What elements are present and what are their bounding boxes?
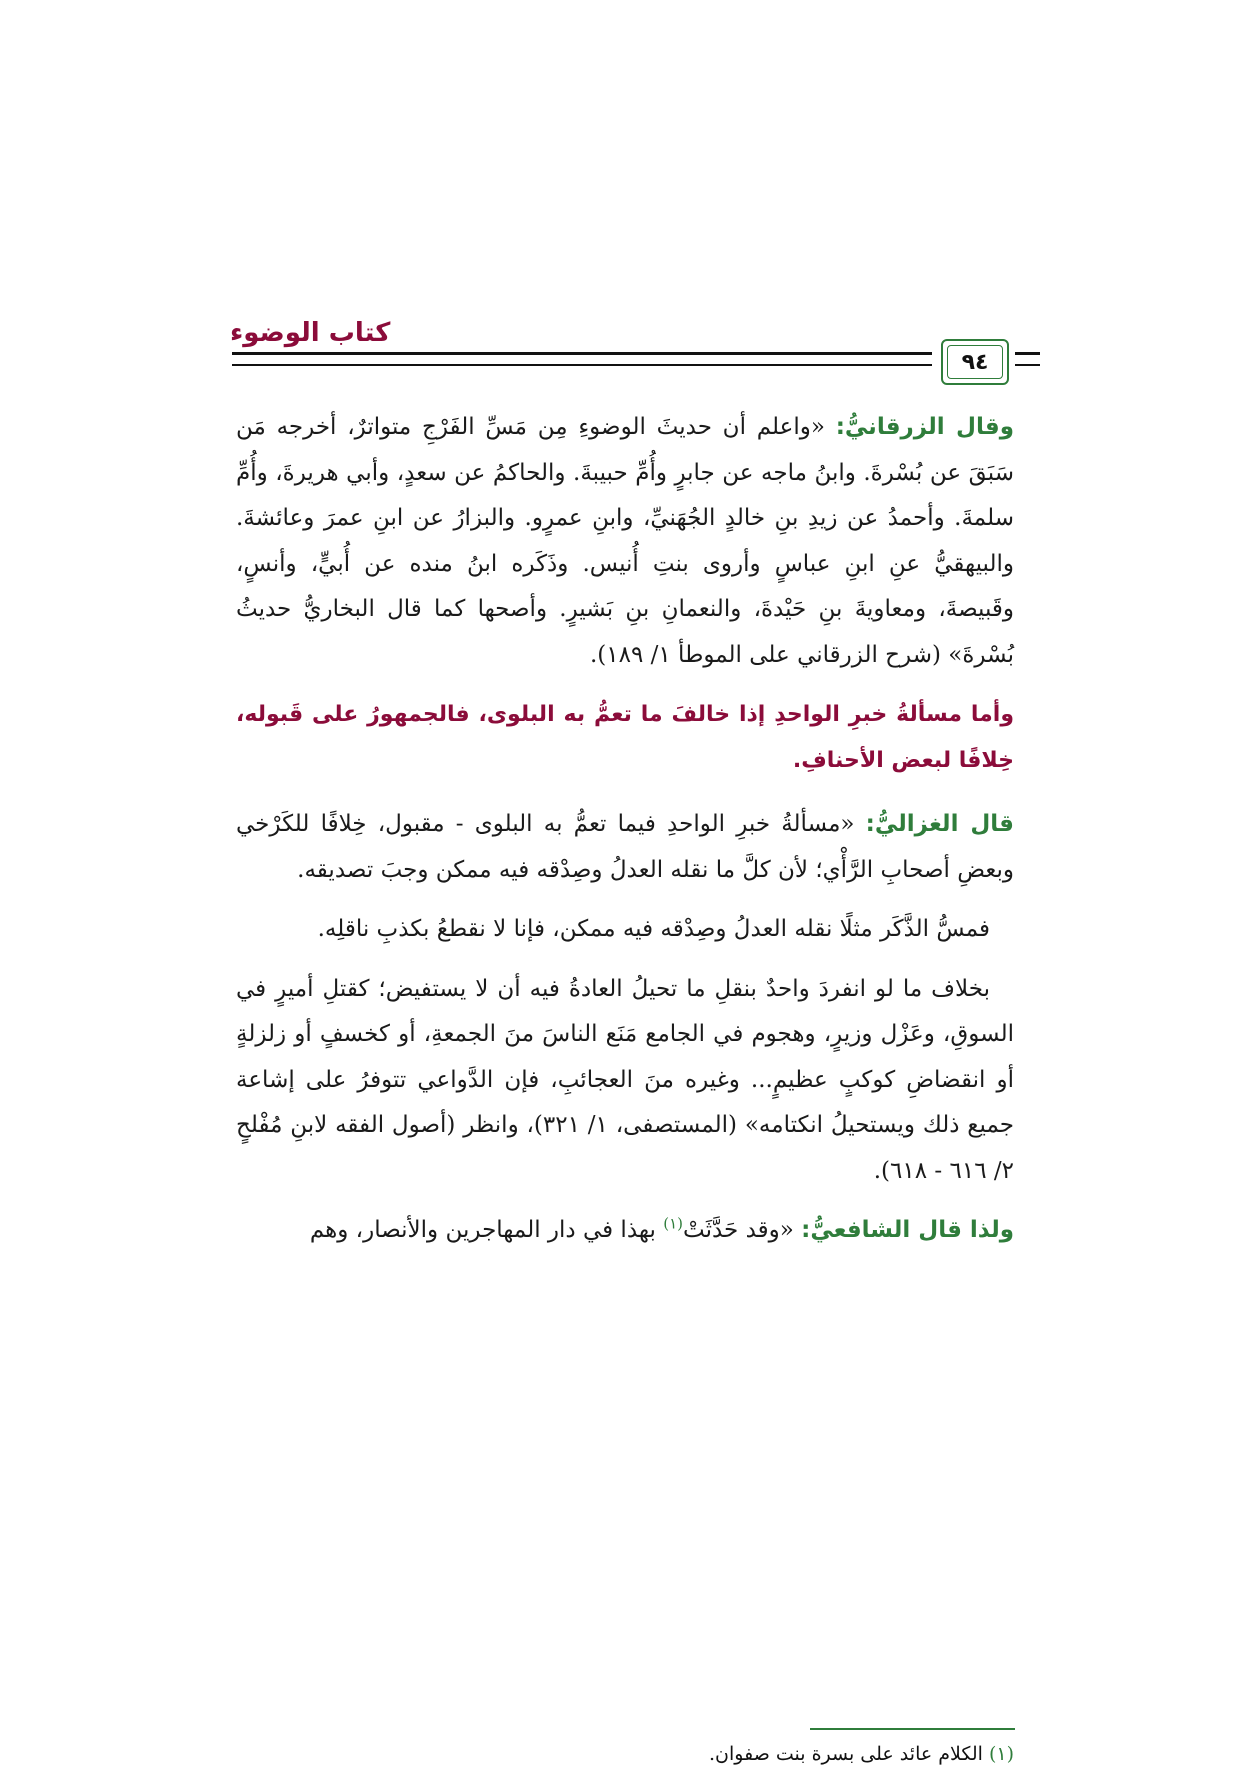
quote-ghazali: «مسألةُ خبرِ الواحدِ فيما تعمُّ به البلوى - مقبول، خِلافًا للكَرْخي وبعضِ أصحابِ الرَّأْي؛ لأن كلَّ ما نقله العدلُ وصِدْقه فيه ممكن وجبَ تصديقه. (236, 811, 1014, 883)
quote-zurqani: «واعلم أن حديثَ الوضوءِ مِن مَسِّ الفَرْجِ متواترٌ، أخرجه مَن سَبَقَ عن بُسْرةَ. وابنُ ماجه عن جابرٍ وأُمِّ حبيبةَ. والحاكمُ عن سعدٍ، وأبي هريرةَ، وأُمِّ سلمةَ. وأحمدُ عن زيدِ بنِ خالدٍ الجُهَنيِّ، وابنِ عمرٍو. والبزارُ عن ابنِ عمرَ وعائشةَ. والبيهقيُّ عنِ ابنِ عباسٍ وأروى بنتِ أُنيس. وذَكَره ابنُ منده عن أُبيٍّ، وأنسٍ، وقَبيصةَ، ومعاويةَ بنِ حَيْدةَ، والنعمانِ بنِ بَشيرٍ. وأصحها كما قال البخاريُّ حديثُ بُسْرةَ» (شرح الزرقاني على الموطأ ١/ ١٨٩). (236, 414, 1014, 668)
quote-shafii-a: «وقد حَدَّثَتْ (683, 1217, 802, 1243)
header-rule-bottom (232, 364, 932, 366)
section-heading: وأما مسألةُ خبرِ الواحدِ إذا خالفَ ما تعمُّ به البلوى، فالجمهورُ على قَبوله، خِلافًا لبعض الأحنافِ. (236, 702, 1014, 773)
footnote (236, 1740, 1014, 1768)
book-title: كتاب الوضوء (230, 318, 391, 348)
paragraph-shafii (236, 1208, 1014, 1254)
paragraph-ghazali (236, 802, 1014, 893)
paragraph-mass-dhakar: فمسُّ الذَّكَر مثلًا نقله العدلُ وصِدْقه فيه ممكن، فإنا لا نقطعُ بكذبِ ناقلِه. (317, 916, 990, 942)
header-rule-right-top (1015, 352, 1040, 355)
paragraph-zurqani (236, 405, 1014, 678)
quote-shafii-b: بهذا في دار المهاجرين والأنصار، وهم (309, 1217, 664, 1243)
speaker-shafii: ولذا قال الشافعيُّ: (801, 1217, 1014, 1243)
page-body (236, 405, 1014, 1268)
speaker-zurqani: وقال الزرقانيُّ: (835, 414, 1014, 440)
header-rule-right-bottom (1015, 364, 1040, 366)
page-number: ٩٤ (961, 349, 989, 375)
page-number-badge (941, 339, 1009, 385)
header-rule-top (232, 352, 932, 355)
speaker-ghazali: قال الغزاليُّ: (865, 811, 1014, 837)
footnote-text: الكلام عائد على بسرة بنت صفوان. (709, 1743, 989, 1765)
footnote-reference[interactable]: (١) (663, 1214, 683, 1233)
footnote-separator (810, 1728, 1015, 1730)
paragraph-khilaf: بخلاف ما لو انفردَ واحدٌ بنقلِ ما تحيلُ العادةُ فيه أن لا يستفيض؛ كقتلِ أميرٍ في السوقِ، وعَزْل وزيرٍ، وهجوم في الجامع مَنَع الناسَ منَ الجمعةِ، أو كخسفٍ أو زلزلةٍ أو انقضاضِ كوكبٍ عظيمٍ... وغيره منَ العجائبِ، فإن الدَّواعي تتوفرُ على إشاعة جميع ذلك ويستحيلُ انكتامه» (المستصفى، ١/ ٣٢١)، وانظر (أصول الفقه لابنِ مُفْلحٍ ٢/ ٦١٦ - ٦١٨). (236, 975, 1014, 1184)
footnote-number: (١) (988, 1743, 1014, 1765)
